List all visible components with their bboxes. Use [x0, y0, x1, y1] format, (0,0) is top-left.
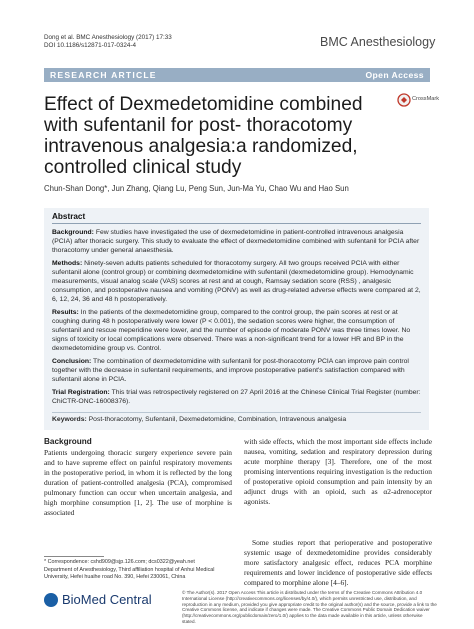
doi-line: DOI 10.1186/s12871-017-0324-4	[44, 42, 136, 49]
trial-text: This trial was retrospectively registered on 27 April 2016 at the Chinese Clinical Trial Register (number: ChiCTR-ONC-16008376).	[52, 389, 421, 406]
results-label: Results:	[52, 309, 79, 316]
author-list: Chun-Shan Dong*, Jun Zhang, Qiang Lu, Peng Sun, Jun-Ma Yu, Chao Wu and Hao Sun	[44, 184, 349, 193]
crossmark-label: CrossMark	[412, 96, 440, 102]
article-type-label: RESEARCH ARTICLE	[50, 70, 157, 80]
affiliation-note: Department of Anesthesiology, Third affiliation hospital of Anhui Medical University, Hefei huaihe road No. 390, Hefei 230061, China	[44, 567, 215, 580]
article-title: Effect of Dexmedetomidine combined with sufentanil for post- thoracotomy intravenous analgesia:a randomized, controlled clinical study	[44, 94, 363, 178]
body-left-column: Patients undergoing thoracic surgery experience severe pain and to have supreme effect on painful respiratory movements in the postoperative period, in whom it is reflected by the long duration of patient-controlled analgesia (PCA), compromised pulmonary function can occur when uncertain analgesia, and high morphine consumption [1, 2]. The use of morphine is associated	[44, 448, 232, 517]
abstract-trial-registration	[52, 388, 421, 406]
citation-line: Dong et al. BMC Anesthesiology (2017) 17:33	[44, 34, 172, 41]
license-text: © The Author(s). 2017 Open Access This article is distributed under the terms of the Creative Commons Attribution 4.0 International License (http://creativecommons.org/licenses/by/4.0/), which permits unrestricted use, distribution, and reproduction in any medium, provided you give appropriate credit to the original author(s) and the source, provide a link to the Creative Commons license, and indicate if changes were made. The Creative Commons Public Domain Dedication waiver (http://creativecommons.org/publicdomain/zero/1.0/) applies to the data made available in this article, unless otherwise stated.	[182, 590, 437, 624]
journal-name: BMC Anesthesiology	[320, 35, 436, 49]
abstract-methods	[52, 259, 421, 304]
abstract-background	[52, 228, 421, 255]
body-right-column-para1: with side effects, which the most important side effects include nausea, vomiting, sedation and respiratory depression during acute morphine therapy [3]. Therefore, one of the most promising interventions requiring investigation is the reduction of postoperative opioid consumption and pain intensity by an adjunct drugs with an opioid, such as α2-adrenoceptor agonists.	[244, 437, 432, 506]
body-right-column-para2: Some studies report that perioperative and postoperative systemic usage of dexmedetomidine provides considerably more satisfactory analgesic effect, reduces PCA morphine requirements and lower incidence of postoperative side effects compared to morphine alone [4–6].	[244, 538, 432, 587]
background-heading: Background	[44, 437, 92, 446]
methods-text: Ninety-seven adults patients scheduled for thoracotomy surgery. All two groups received PCIA with either sufentanil alone (control group) or combining dexmedetomidine with sufentanil (dexmedetomidine group). Hemodynamic measurements, visual analog scale (VAS) scores at rest and at cough, Ramsay sedation score (RSS) , analgesic consumption, and postoperative nausea and vomiting (PONV) as well as drug-related adverse effects were compared at 2, 6, 12, 24, 36 and 48 h postoperatively.	[52, 260, 421, 304]
abstract-divider	[52, 223, 421, 224]
conclusion-label: Conclusion:	[52, 358, 92, 365]
abstract-results	[52, 308, 421, 353]
footnote-divider	[44, 556, 104, 557]
article-type-banner	[44, 68, 430, 82]
background-text: Few studies have investigated the use of dexmedetomidine in patient-controlled intravenous analgesia (PCIA) after thoracic surgery. This study to evaluate the effect of dexmedetomidine combined with sufentanil for PCIA after thoracotomy under general anaesthesia.	[52, 229, 420, 255]
keywords-text: Post-thoracotomy, Sufentanil, Dexmedetomidine, Combination, Intravenous analgesia	[88, 416, 347, 423]
keywords-label: Keywords:	[52, 416, 87, 423]
results-text: In the patients of the dexmedetomidine group, compared to the control group, the pain scores at rest or at coughing during 48 h postoperatively were lower (P < 0.001), the sedation scores were higher, the consumption of sufentanil and rescue meperidine were lower, and the number of episode of moderate PONV was three times lower. No signs of toxicity or local complications were observed. There was a non-significant trend for a lower HR and BP in the dexmedetomidine group vs. Control.	[52, 309, 411, 353]
biomed-central-logo: BioMed Central	[62, 592, 152, 607]
conclusion-text: The combination of dexmedetomidine with sufentanil for post-thoracotomy PCIA can improve pain control together with the decrease in sufentanil requirements, and improve postoperative patient's satisfaction compared with sufentanil alone in PCIA.	[52, 358, 409, 384]
keywords-divider	[52, 412, 421, 413]
biomed-central-logo-icon	[44, 593, 58, 607]
abstract-conclusion	[52, 357, 421, 384]
keywords	[52, 416, 421, 423]
abstract-heading: Abstract	[52, 212, 86, 221]
open-access-label: Open Access	[365, 70, 424, 80]
background-label: Background:	[52, 229, 94, 236]
trial-label: Trial Registration:	[52, 389, 110, 396]
crossmark-badge[interactable]	[397, 92, 440, 113]
methods-label: Methods:	[52, 260, 83, 267]
correspondence-note: * Correspondence: cshd909@sjp.126.com; dcs0322@yeah.net	[44, 559, 195, 565]
